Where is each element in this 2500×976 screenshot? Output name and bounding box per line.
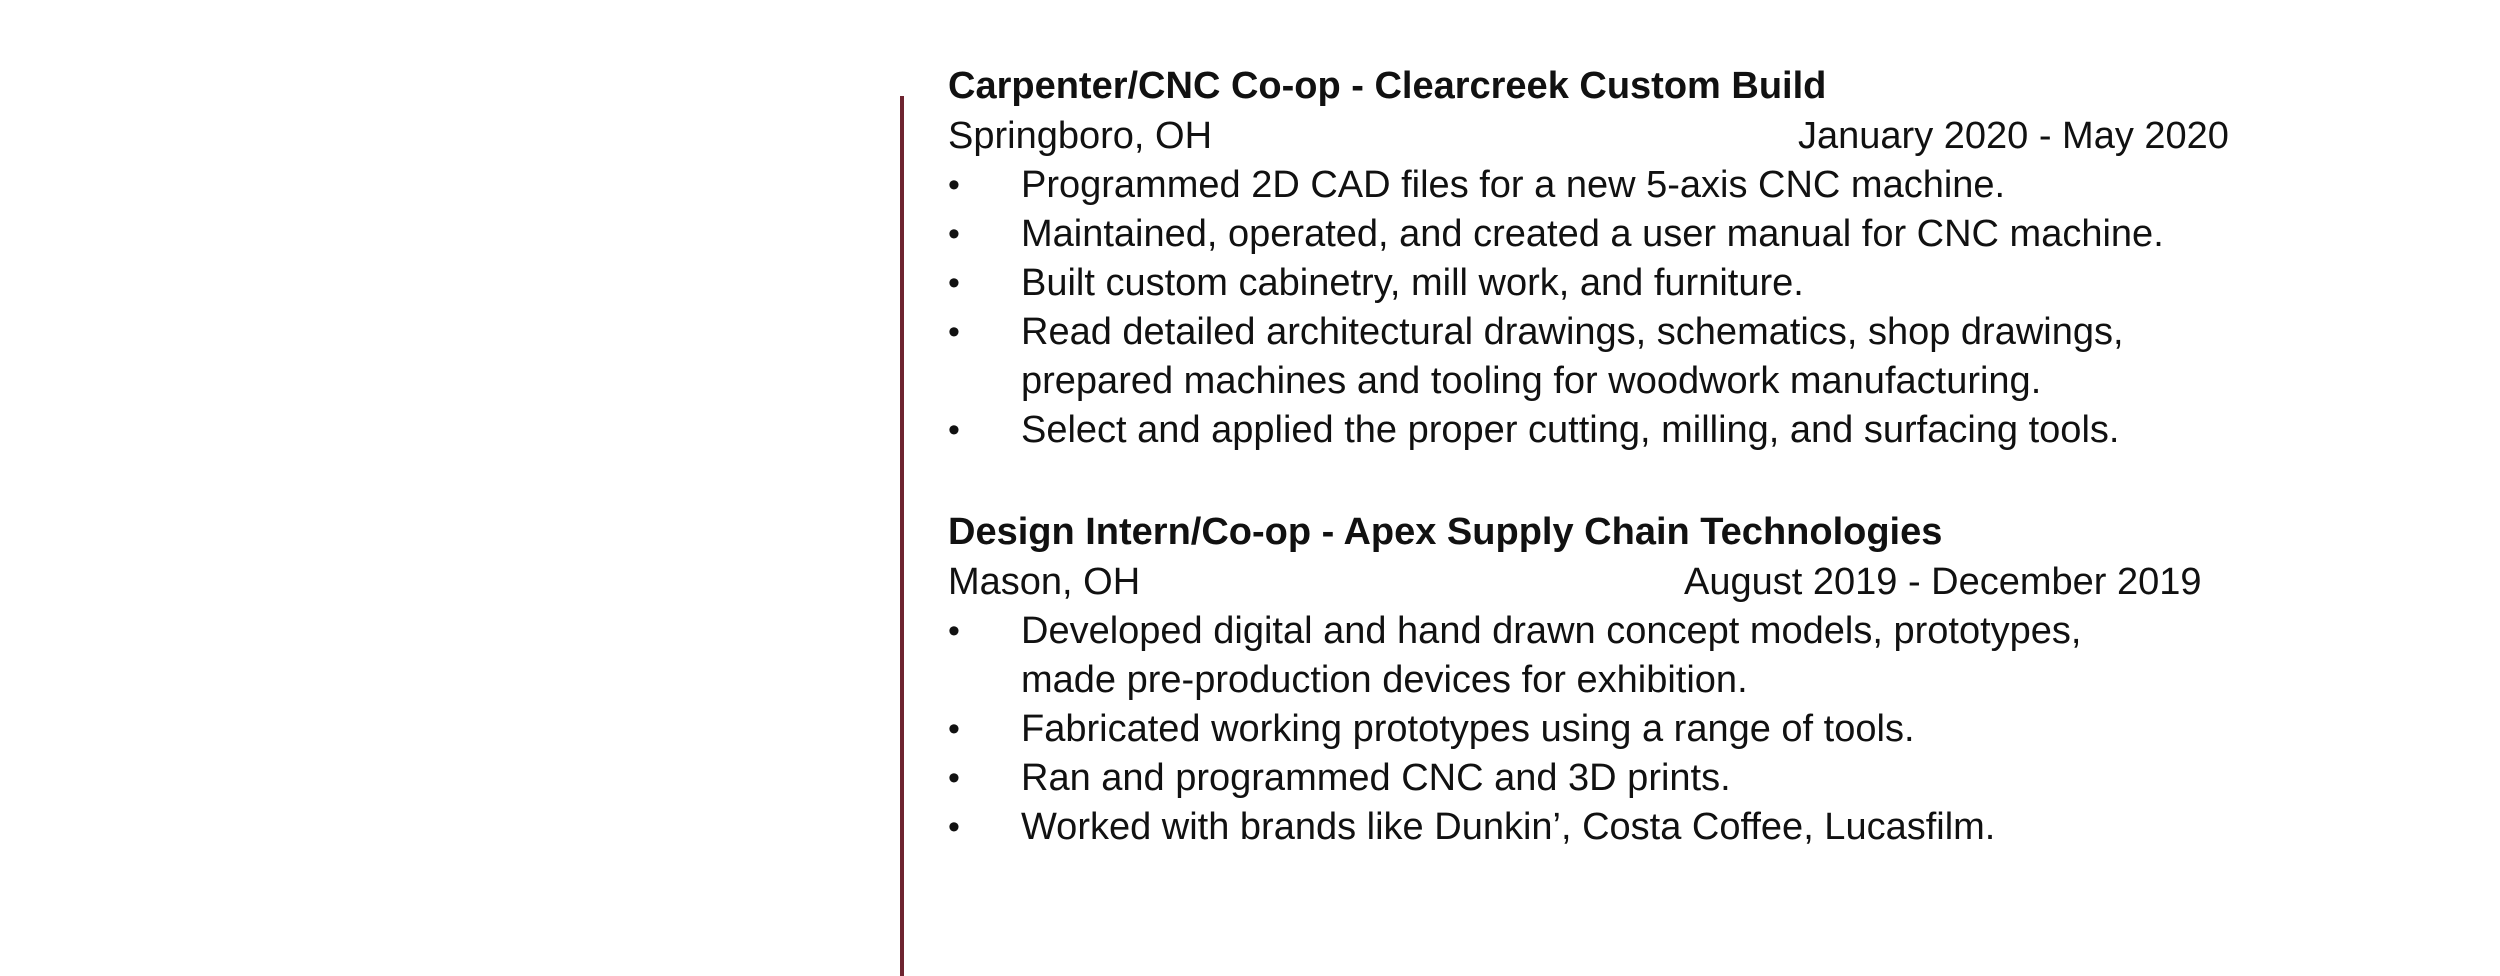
bullet-item [948, 754, 2328, 803]
bullet-text: Built custom cabinetry, mill work, and furniture. [1021, 262, 1804, 304]
bullet-text: Select and applied the proper cutting, milling, and surfacing tools. [1021, 409, 2120, 451]
bullet-text: Worked with brands like Dunkin’, Costa Coffee, Lucasfilm. [1021, 806, 1996, 848]
bullet-icon: • [948, 215, 960, 253]
job-meta [948, 558, 2328, 607]
bullet-text: Fabricated working prototypes using a range of tools. [1021, 708, 1915, 750]
bullet-text-line: made pre-production devices for exhibition. [1021, 659, 1748, 701]
bullet-item [948, 308, 2328, 406]
job-dates: August 2019 - December 2019 [1684, 561, 2202, 603]
job-title: Design Intern/Co-op - Apex Supply Chain Technologies [948, 511, 1943, 553]
job-meta [948, 112, 2328, 161]
bullet-icon: • [948, 411, 960, 449]
job-location: Mason, OH [948, 561, 1141, 603]
bullet-icon: • [948, 612, 960, 650]
bullet-text: Programmed 2D CAD files for a new 5-axis CNC machine. [1021, 164, 2006, 206]
job-entry-design-intern [948, 506, 2328, 852]
bullet-icon: • [948, 166, 960, 204]
bullet-icon: • [948, 264, 960, 302]
bullet-icon: • [948, 759, 960, 797]
bullet-icon: • [948, 710, 960, 748]
bullet-item [948, 705, 2328, 754]
bullet-text: Ran and programmed CNC and 3D prints. [1021, 757, 1731, 799]
bullet-item [948, 406, 2328, 455]
bullet-text-line: Developed digital and hand drawn concept models, prototypes, [1021, 610, 2082, 652]
job-bullet-list [948, 607, 2328, 852]
bullet-item [948, 607, 2328, 705]
bullet-text-line: prepared machines and tooling for woodwork manufacturing. [1021, 360, 2042, 402]
bullet-item [948, 210, 2328, 259]
bullet-icon: • [948, 313, 960, 351]
bullet-text: Maintained, operated, and created a user manual for CNC machine. [1021, 213, 2164, 255]
bullet-item [948, 803, 2328, 852]
bullet-text-line: Read detailed architectural drawings, schematics, shop drawings, [1021, 311, 2124, 353]
job-bullet-list [948, 161, 2328, 455]
experience-section [948, 60, 2328, 852]
job-location: Springboro, OH [948, 115, 1213, 157]
section-divider-line [900, 96, 904, 976]
job-dates: January 2020 - May 2020 [1798, 115, 2229, 157]
job-title: Carpenter/CNC Co-op - Clearcreek Custom Build [948, 65, 1827, 107]
bullet-item [948, 259, 2328, 308]
job-entry-carpenter [948, 60, 2328, 455]
bullet-item [948, 161, 2328, 210]
bullet-icon: • [948, 808, 960, 846]
